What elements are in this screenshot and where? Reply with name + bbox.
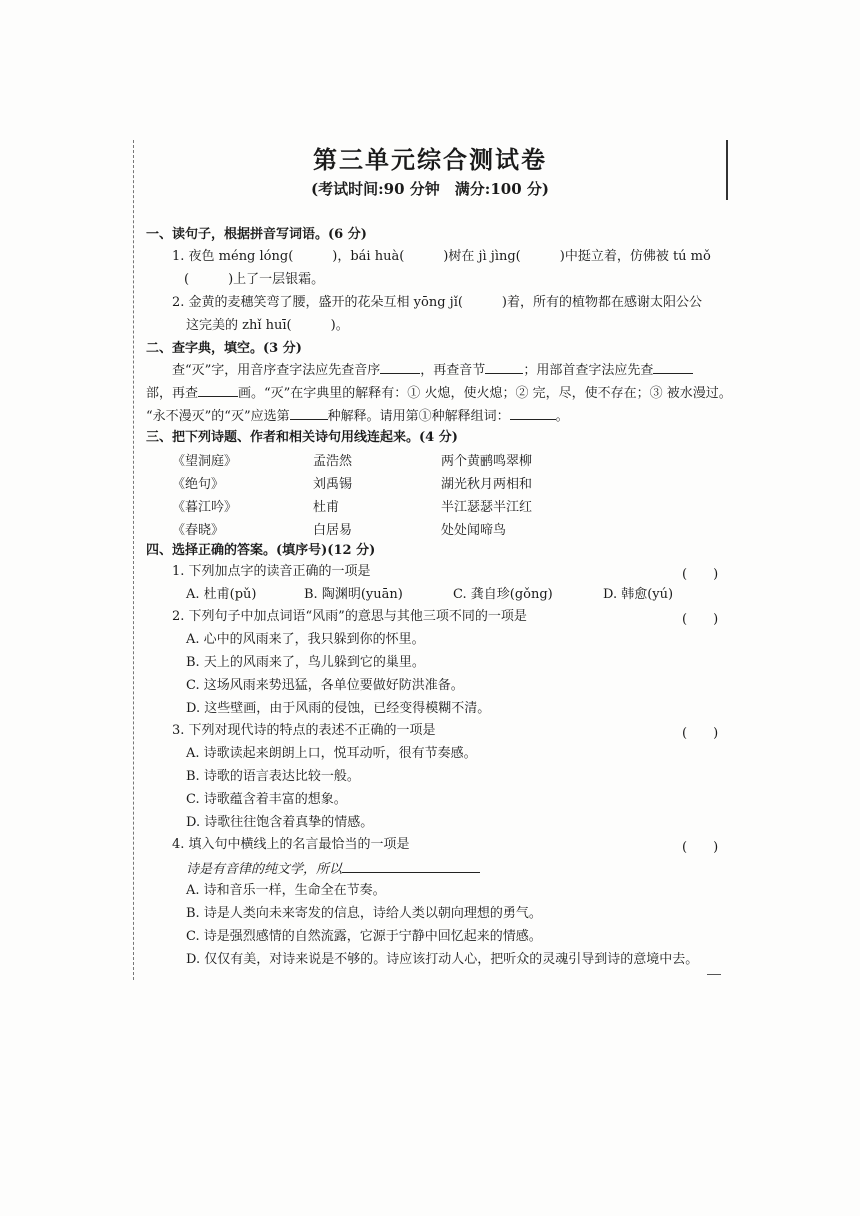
poem-author[interactable]: 杜甫 xyxy=(313,500,340,515)
section-1-heading: 一、读句子，根据拼音写词语。(6 分) xyxy=(146,227,367,242)
binding-dashed-line xyxy=(133,140,134,980)
poem-title[interactable]: 《望洞庭》 xyxy=(172,454,238,469)
s1-q1-line1: 1. 夜色 méng lóng( )，bái huà( )树在 jì jìng( )中挺立着，仿佛被 tú mǒ xyxy=(172,249,711,264)
s2-line2 xyxy=(146,383,732,403)
blank-zuci[interactable] xyxy=(510,406,556,420)
poem-author[interactable]: 刘禹锡 xyxy=(313,477,353,492)
q3-stem: 3. 下列对现代诗的特点的表述不正确的一项是 xyxy=(172,723,436,738)
poem-title[interactable]: 《春晓》 xyxy=(172,523,225,538)
section-4-heading: 四、选择正确的答案。(填序号)(12 分) xyxy=(146,543,376,558)
q4-prompt xyxy=(186,859,480,879)
q4-answer-box[interactable]: ( ) xyxy=(682,840,719,855)
q4-prompt-text: 诗是有音律的纯文学，所以 xyxy=(186,862,343,877)
page-title: 第三单元综合测试卷 xyxy=(313,145,547,174)
q1-option-d[interactable]: D. 韩愈(yú) xyxy=(603,587,674,602)
s1-q2-line2: 这完美的 zhǐ huī( )。 xyxy=(186,318,349,333)
s2-line3-part-a: “永不漫灭”的“灭”应选第 xyxy=(146,409,290,424)
page-subtitle: (考试时间:90 分钟 满分:100 分) xyxy=(311,180,549,198)
q4-stem: 4. 填入句中横线上的名言最恰当的一项是 xyxy=(172,837,410,852)
q2-option-b[interactable]: B. 天上的风雨来了，鸟儿躲到它的巢里。 xyxy=(186,655,425,670)
poem-line[interactable]: 湖光秋月两相和 xyxy=(441,477,533,492)
poem-line[interactable]: 两个黄鹂鸣翠柳 xyxy=(441,454,533,469)
q2-stem: 2. 下列句子中加点词语“风雨”的意思与其他三项不同的一项是 xyxy=(172,609,527,624)
q4-option-b[interactable]: B. 诗是人类向未来寄发的信息，诗给人类以朝向理想的勇气。 xyxy=(186,906,542,921)
q2-answer-box[interactable]: ( ) xyxy=(682,612,719,627)
blank-yinjie[interactable] xyxy=(485,360,523,374)
q3-option-c[interactable]: C. 诗歌蕴含着丰富的想象。 xyxy=(186,792,347,807)
q4-blank[interactable] xyxy=(342,859,480,873)
blank-bushou[interactable] xyxy=(653,360,693,374)
poem-title[interactable]: 《绝句》 xyxy=(172,477,225,492)
q3-option-a[interactable]: A. 诗歌读起来朗朗上口，悦耳动听，很有节奏感。 xyxy=(186,746,477,761)
q3-option-d[interactable]: D. 诗歌往往饱含着真挚的情感。 xyxy=(186,815,374,830)
blank-huashu[interactable] xyxy=(198,383,238,397)
q3-option-b[interactable]: B. 诗歌的语言表达比较一般。 xyxy=(186,769,360,784)
s2-line2-part-b: 画。“灭”在字典里的解释有：① 火熄，使火熄；② 完，尽，使不存在；③ 被水漫过。 xyxy=(238,386,732,401)
q4-option-d[interactable]: D. 仅仅有美，对诗来说是不够的。诗应该打动人心，把听众的灵魂引导到诗的意境中去。 xyxy=(186,952,699,967)
s2-line1-part-a: 查“灭”字，用音序查字法应先查音序 xyxy=(172,363,381,378)
q2-option-a[interactable]: A. 心中的风雨来了，我只躲到你的怀里。 xyxy=(186,632,425,647)
q1-option-c[interactable]: C. 龚自珍(gǒng) xyxy=(453,587,553,602)
s2-line3-part-b: 种解释。请用第①种解释组词： xyxy=(327,409,510,424)
poem-author[interactable]: 白居易 xyxy=(313,523,353,538)
poem-title[interactable]: 《暮江吟》 xyxy=(172,500,238,515)
poem-author[interactable]: 孟浩然 xyxy=(313,454,353,469)
s2-line1-part-c: ；用部首查字法应先查 xyxy=(523,363,654,378)
s1-q2-line1: 2. 金黄的麦穗笑弯了腰，盛开的花朵互相 yōng jǐ( )着，所有的植物都在感谢太阳公公 xyxy=(172,295,702,310)
s2-line3 xyxy=(146,406,569,426)
q4-option-c[interactable]: C. 诗是强烈感情的自然流露，它源于宁静中回忆起来的情感。 xyxy=(186,929,542,944)
q4-option-a[interactable]: A. 诗和音乐一样，生命全在节奏。 xyxy=(186,883,386,898)
q1-stem: 1. 下列加点字的读音正确的一项是 xyxy=(172,564,371,579)
section-2-heading: 二、查字典，填空。(3 分) xyxy=(146,341,302,356)
q3-answer-box[interactable]: ( ) xyxy=(682,726,719,741)
q1-option-a[interactable]: A. 杜甫(pǔ) xyxy=(186,587,257,602)
s2-line1 xyxy=(172,360,693,380)
section-3-heading: 三、把下列诗题、作者和相关诗句用线连起来。(4 分) xyxy=(146,430,458,445)
poem-line[interactable]: 处处闻啼鸟 xyxy=(441,523,507,538)
poem-line[interactable]: 半江瑟瑟半江红 xyxy=(441,500,533,515)
page-end-mark xyxy=(707,974,721,975)
q2-option-d[interactable]: D. 这些壁画，由于风雨的侵蚀，已经变得模糊不清。 xyxy=(186,701,491,716)
s2-line2-part-a: 部，再查 xyxy=(146,386,199,401)
q1-option-b[interactable]: B. 陶渊明(yuān) xyxy=(304,587,403,602)
s1-q1-line2: ( )上了一层银霜。 xyxy=(184,272,325,287)
blank-jieshi[interactable] xyxy=(290,406,328,420)
q2-option-c[interactable]: C. 这场风雨来势迅猛，各单位要做好防洪准备。 xyxy=(186,678,464,693)
q1-answer-box[interactable]: ( ) xyxy=(682,567,719,582)
s2-line3-part-c: 。 xyxy=(555,409,569,424)
blank-yinxu[interactable] xyxy=(380,360,420,374)
s2-line1-part-b: ，再查音节 xyxy=(420,363,486,378)
